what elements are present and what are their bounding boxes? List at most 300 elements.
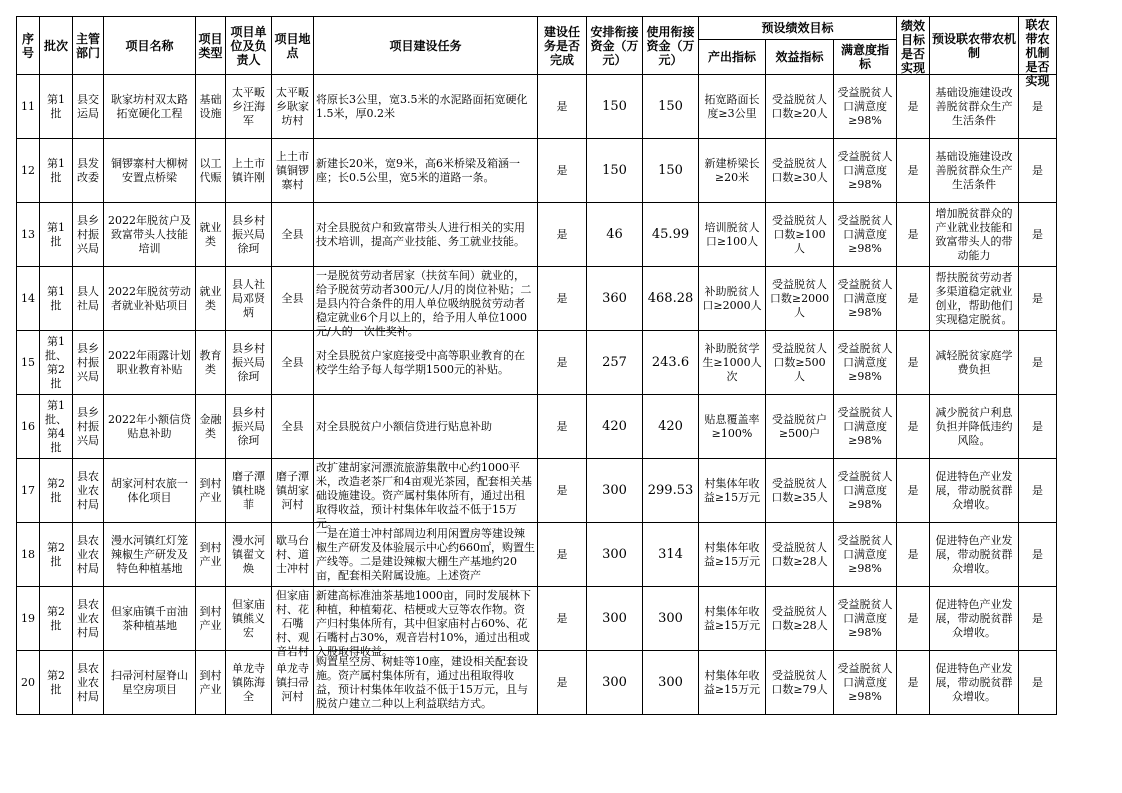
cell-type-text: 基础设施: [199, 92, 222, 120]
cell-seq: [17, 331, 40, 395]
cell-place: [272, 587, 314, 658]
cell-seq-text: 18: [21, 547, 35, 561]
cell-type: [196, 395, 226, 459]
cell-achieved: [897, 267, 930, 331]
cell-unit: [226, 395, 272, 459]
cell-achieved: [897, 139, 930, 203]
cell-place: [272, 267, 314, 331]
cell-benefit: [766, 139, 834, 203]
cell-used-text: 299.53: [647, 482, 694, 498]
table-body: [17, 75, 1057, 715]
cell-place-text: 但家庙村、花石嘴村、观音岩村: [276, 588, 309, 658]
cell-type-text: 教育类: [199, 348, 222, 376]
cell-place: [272, 139, 314, 203]
cell-mechanism-text: 促进特色产业发展，带动脱贫群众增收。: [935, 661, 1013, 703]
cell-mechanism-text: 基础设施建设改善脱贫群众生产生活条件: [935, 149, 1013, 191]
cell-dept-text: 县乡村振兴局: [77, 213, 99, 255]
cell-satisfaction-text: 受益脱贫人口满意度≥98%: [837, 85, 893, 127]
cell-benefit: [766, 331, 834, 395]
cell-achieved-text: 是: [907, 227, 919, 241]
cell-name-text: 铜锣寨村大柳树安置点桥梁: [111, 156, 188, 184]
cell-arranged-text: 46: [606, 226, 623, 242]
table-row: [17, 267, 1057, 331]
cell-mechanism-done: [1019, 587, 1057, 651]
cell-benefit-text: 受益脱贫人口数≥28人: [771, 540, 828, 568]
cell-satisfaction: [834, 267, 897, 331]
cell-place: [272, 651, 314, 715]
cell-dept: [73, 139, 104, 203]
cell-output-text: 村集体年收益≥15万元: [703, 540, 761, 568]
cell-type: [196, 203, 226, 267]
cell-name: [104, 139, 196, 203]
cell-arranged: [587, 587, 643, 651]
cell-unit-text: 单龙寺镇陈海全: [232, 661, 265, 703]
cell-type-text: 金融类: [199, 412, 222, 440]
cell-task: [314, 459, 538, 530]
cell-mechanism-text: 帮扶脱贫劳动者多渠道稳定就业创业，帮助他们实现稳定脱贫。: [935, 270, 1013, 326]
cell-unit-text: 县乡村振兴局徐珂: [232, 213, 265, 255]
cell-arranged: [587, 395, 643, 459]
cell-seq-text: 15: [21, 355, 35, 369]
cell-seq: [17, 267, 40, 331]
cell-output: [699, 331, 766, 395]
cell-seq: [17, 75, 40, 139]
cell-satisfaction: [834, 395, 897, 459]
cell-name: [104, 651, 196, 715]
cell-task: [314, 587, 538, 658]
cell-output: [699, 75, 766, 139]
cell-output: [699, 587, 766, 651]
cell-used-text: 420: [658, 418, 683, 434]
cell-benefit: [766, 75, 834, 139]
cell-type-text: 以工代赈: [199, 156, 222, 184]
cell-mechanism: [930, 459, 1019, 523]
cell-batch: [40, 459, 73, 523]
cell-used-text: 150: [658, 162, 683, 178]
cell-used-text: 314: [658, 546, 683, 562]
cell-type: [196, 331, 226, 395]
cell-mechanism-done-text: 是: [1032, 227, 1043, 241]
cell-dept: [73, 395, 104, 459]
cell-task: [314, 203, 538, 267]
cell-benefit-text: 受益脱贫人口数≥2000人: [769, 277, 830, 319]
cell-satisfaction-text: 受益脱贫人口满意度≥98%: [837, 405, 893, 447]
cell-seq-text: 16: [21, 419, 35, 433]
header-name: 项目名称: [104, 17, 196, 75]
cell-arranged: [587, 203, 643, 267]
cell-output: [699, 459, 766, 523]
cell-used-text: 300: [658, 610, 683, 626]
cell-dept: [73, 459, 104, 523]
header-done: 建设任务是否完成: [538, 17, 587, 75]
cell-unit: [226, 331, 272, 395]
cell-benefit: [766, 587, 834, 651]
cell-benefit: [766, 523, 834, 587]
cell-done-text: 是: [556, 611, 568, 625]
header-perf-group: 预设绩效目标: [699, 17, 897, 40]
cell-seq: [17, 587, 40, 651]
cell-batch-text: 第1批、第4批: [45, 398, 67, 454]
cell-satisfaction: [834, 587, 897, 651]
cell-done: [538, 267, 587, 331]
cell-dept: [73, 75, 104, 139]
cell-mechanism-done: [1019, 139, 1057, 203]
cell-done: [538, 523, 587, 587]
cell-output-text: 拓宽路面长度≥3公里: [704, 92, 760, 120]
cell-done-text: 是: [556, 355, 568, 369]
cell-used-text: 243.6: [651, 354, 690, 370]
header-dept: 主管部门: [73, 17, 104, 75]
cell-seq-text: 12: [21, 163, 35, 177]
cell-unit: [226, 523, 272, 587]
cell-batch-text: 第2批: [47, 604, 65, 632]
cell-mechanism-done-text: 是: [1032, 163, 1043, 177]
header-mechanism-done: 联农带农机制是否实现: [1019, 17, 1057, 75]
header-row-1: [17, 17, 1057, 40]
cell-output-text: 补助脱贫学生≥1000人次: [702, 341, 762, 383]
cell-name: [104, 459, 196, 523]
cell-arranged-text: 300: [602, 482, 627, 498]
cell-unit: [226, 203, 272, 267]
cell-type: [196, 139, 226, 203]
header-satisfaction: 满意度指标: [834, 40, 897, 75]
header-task: 项目建设任务: [314, 17, 538, 75]
cell-seq-text: 20: [21, 675, 35, 689]
cell-arranged-text: 300: [602, 610, 627, 626]
cell-used-text: 150: [658, 98, 683, 114]
cell-task-text: 一是在道士冲村部周边利用闲置房等建设辣椒生产研发及体验展示中心约660㎡，购置生产线等。二是建设辣椒大棚生产基地约20亩，配套相关附属设施。上述资产: [316, 526, 535, 582]
cell-arranged-text: 420: [602, 418, 627, 434]
header-mechanism: 预设联农带农机制: [930, 17, 1019, 75]
cell-done: [538, 587, 587, 651]
cell-achieved-text: 是: [907, 163, 919, 177]
cell-dept-text: 县发改委: [77, 156, 99, 184]
cell-name-text: 2022年雨露计划职业教育补贴: [108, 348, 191, 376]
cell-done: [538, 75, 587, 139]
cell-achieved-text: 是: [907, 675, 919, 689]
cell-arranged: [587, 523, 643, 587]
cell-seq-text: 17: [21, 483, 35, 497]
cell-batch-text: 第2批: [47, 668, 65, 696]
cell-task-text: 新建长20米，宽9米，高6米桥梁及箱涵一座；长0.5公里，宽5米的道路一条。: [316, 156, 520, 184]
cell-seq: [17, 459, 40, 523]
cell-done-text: 是: [556, 483, 568, 497]
cell-place: [272, 523, 314, 587]
cell-mechanism: [930, 587, 1019, 651]
cell-name-text: 2022年脱贫户及致富带头人技能培训: [108, 213, 191, 255]
cell-task-text: 一是脱贫劳动者居家（扶贫车间）就业的，给予脱贫劳动者300元/人/月的岗位补贴；二是县内符合条件的用人单位吸纳脱贫劳动者稳定就业6个月以上的，给予用人单位1000元/人的一次性奖补。: [316, 268, 532, 338]
cell-satisfaction: [834, 459, 897, 523]
cell-arranged: [587, 139, 643, 203]
cell-done-text: 是: [556, 163, 568, 177]
cell-mechanism: [930, 267, 1019, 331]
cell-seq-text: 13: [21, 227, 35, 241]
cell-done-text: 是: [556, 419, 568, 433]
cell-output-text: 村集体年收益≥15万元: [703, 668, 761, 696]
cell-dept: [73, 203, 104, 267]
cell-achieved: [897, 651, 930, 715]
cell-output-text: 村集体年收益≥15万元: [703, 604, 761, 632]
cell-arranged: [587, 459, 643, 523]
cell-mechanism-done: [1019, 459, 1057, 523]
cell-unit-text: 但家庙镇熊义宏: [232, 597, 265, 639]
cell-mechanism-done-text: 是: [1032, 483, 1043, 497]
cell-unit: [226, 587, 272, 651]
cell-benefit: [766, 395, 834, 459]
cell-satisfaction: [834, 651, 897, 715]
cell-output: [699, 651, 766, 715]
cell-arranged-text: 150: [602, 98, 627, 114]
cell-mechanism-done: [1019, 651, 1057, 715]
cell-place: [272, 459, 314, 523]
cell-benefit: [766, 651, 834, 715]
cell-mechanism-done: [1019, 267, 1057, 331]
project-table: [16, 16, 1057, 715]
cell-seq: [17, 139, 40, 203]
cell-name-text: 2022年脱贫劳动者就业补贴项目: [108, 284, 191, 312]
cell-unit-text: 县人社局邓贤炳: [232, 277, 265, 319]
cell-task: [314, 75, 538, 139]
cell-done-text: 是: [556, 99, 568, 113]
cell-output: [699, 523, 766, 587]
header-benefit: 效益指标: [766, 40, 834, 75]
table-row: [17, 203, 1057, 267]
cell-mechanism-text: 促进特色产业发展，带动脱贫群众增收。: [935, 533, 1013, 575]
cell-batch-text: 第1批、第2批: [45, 334, 67, 390]
cell-achieved: [897, 75, 930, 139]
cell-done: [538, 139, 587, 203]
cell-mechanism: [930, 203, 1019, 267]
cell-mechanism: [930, 651, 1019, 715]
cell-dept-text: 县人社局: [77, 284, 99, 312]
cell-benefit-text: 受益脱贫人口数≥20人: [771, 92, 828, 120]
cell-benefit-text: 受益脱贫人口数≥35人: [771, 476, 828, 504]
cell-satisfaction: [834, 523, 897, 587]
cell-unit: [226, 651, 272, 715]
cell-place: [272, 75, 314, 139]
cell-batch-text: 第1批: [47, 156, 65, 184]
cell-task: [314, 651, 538, 715]
cell-used-text: 300: [658, 674, 683, 690]
cell-done: [538, 203, 587, 267]
cell-satisfaction-text: 受益脱贫人口满意度≥98%: [837, 533, 893, 575]
cell-name-text: 2022年小额信贷贴息补助: [108, 412, 191, 440]
cell-batch: [40, 523, 73, 587]
cell-mechanism-done-text: 是: [1032, 547, 1043, 561]
cell-dept-text: 县农业农村局: [77, 533, 99, 575]
cell-name-text: 漫水河镇红灯笼辣椒生产研发及特色种植基地: [111, 533, 188, 575]
cell-batch: [40, 139, 73, 203]
table-row: [17, 331, 1057, 395]
cell-done: [538, 651, 587, 715]
cell-satisfaction-text: 受益脱贫人口满意度≥98%: [837, 597, 893, 639]
cell-benefit-text: 受益脱贫人口数≥28人: [771, 604, 828, 632]
cell-type-text: 就业类: [199, 284, 222, 312]
cell-batch-text: 第1批: [47, 92, 65, 120]
cell-type: [196, 459, 226, 523]
cell-place-text: 全县: [281, 355, 304, 369]
cell-type-text: 到村产业: [199, 540, 222, 568]
cell-arranged: [587, 75, 643, 139]
cell-dept-text: 县乡村振兴局: [77, 405, 99, 447]
cell-output: [699, 203, 766, 267]
cell-seq-text: 11: [21, 99, 35, 113]
cell-name: [104, 267, 196, 331]
cell-name: [104, 331, 196, 395]
table-row: [17, 523, 1057, 587]
cell-done-text: 是: [556, 291, 568, 305]
cell-batch: [40, 331, 73, 395]
cell-output: [699, 267, 766, 331]
cell-unit: [226, 267, 272, 331]
cell-mechanism: [930, 75, 1019, 139]
cell-name-text: 耿家坊村双太路拓宽硬化工程: [111, 92, 188, 120]
cell-task-text: 对全县脱贫户家庭接受中高等职业教育的在校学生给予每人每学期1500元的补贴。: [316, 348, 525, 376]
cell-unit-text: 县乡村振兴局徐珂: [232, 341, 265, 383]
cell-task: [314, 267, 538, 338]
cell-dept-text: 县交运局: [77, 92, 99, 120]
cell-used: [643, 523, 699, 587]
header-used: 使用衔接资金（万元）: [643, 17, 699, 75]
cell-dept-text: 县乡村振兴局: [77, 341, 99, 383]
cell-dept-text: 县农业农村局: [77, 597, 99, 639]
cell-used: [643, 459, 699, 523]
cell-satisfaction: [834, 75, 897, 139]
cell-seq: [17, 523, 40, 587]
cell-task-text: 对全县脱贫户小额信贷进行贴息补助: [316, 419, 492, 433]
cell-satisfaction-text: 受益脱贫人口满意度≥98%: [837, 277, 893, 319]
cell-task-text: 新建高标准油茶基地1000亩，同时发展林下种植，种植菊花、桔梗或大豆等农作物。资产归村集体所有，其中但家庙村占60%、花石嘴村占30%，观音岩村10%，通过出租或入股取得收益。: [316, 588, 531, 658]
cell-seq: [17, 651, 40, 715]
cell-place: [272, 395, 314, 459]
header-batch: 批次: [40, 17, 73, 75]
cell-batch: [40, 75, 73, 139]
cell-achieved-text: 是: [907, 419, 919, 433]
cell-used-text: 45.99: [651, 226, 690, 242]
cell-type-text: 到村产业: [199, 476, 222, 504]
cell-achieved-text: 是: [907, 291, 919, 305]
cell-type: [196, 523, 226, 587]
cell-mechanism: [930, 139, 1019, 203]
cell-batch: [40, 395, 73, 459]
cell-satisfaction: [834, 331, 897, 395]
cell-mechanism-done-text: 是: [1032, 675, 1043, 689]
cell-place-text: 全县: [281, 419, 304, 433]
cell-name-text: 胡家河村农旅一体化项目: [111, 476, 188, 504]
cell-arranged: [587, 267, 643, 331]
cell-benefit: [766, 203, 834, 267]
cell-achieved-text: 是: [907, 547, 919, 561]
cell-batch: [40, 651, 73, 715]
cell-arranged-text: 300: [602, 674, 627, 690]
cell-seq-text: 14: [21, 291, 35, 305]
cell-dept: [73, 651, 104, 715]
cell-mechanism-text: 促进特色产业发展，带动脱贫群众增收。: [935, 597, 1013, 639]
cell-mechanism-text: 促进特色产业发展，带动脱贫群众增收。: [935, 469, 1013, 511]
cell-achieved-text: 是: [907, 355, 919, 369]
cell-achieved-text: 是: [907, 611, 919, 625]
cell-benefit-text: 受益脱贫人口数≥100人: [772, 213, 827, 255]
cell-output-text: 贴息覆盖率≥100%: [704, 412, 760, 440]
cell-output-text: 培训脱贫人口≥100人: [704, 220, 760, 248]
cell-satisfaction: [834, 203, 897, 267]
cell-mechanism-text: 基础设施建设改善脱贫群众生产生活条件: [935, 85, 1013, 127]
cell-satisfaction-text: 受益脱贫人口满意度≥98%: [837, 149, 893, 191]
cell-output: [699, 395, 766, 459]
cell-mechanism-done-text: 是: [1032, 99, 1043, 113]
cell-output-text: 新建桥梁长≥20米: [704, 156, 760, 184]
cell-achieved-text: 是: [907, 99, 919, 113]
cell-satisfaction: [834, 139, 897, 203]
cell-type-text: 到村产业: [199, 604, 222, 632]
cell-achieved: [897, 523, 930, 587]
cell-batch: [40, 203, 73, 267]
cell-unit-text: 漫水河镇翟文焕: [232, 533, 265, 575]
cell-mechanism: [930, 395, 1019, 459]
cell-type: [196, 651, 226, 715]
table-row: [17, 587, 1057, 651]
cell-achieved: [897, 587, 930, 651]
cell-arranged-text: 300: [602, 546, 627, 562]
cell-mechanism-text: 减轻脱贫家庭学费负担: [935, 348, 1013, 376]
cell-arranged: [587, 331, 643, 395]
cell-place-text: 单龙寺镇扫帚河村: [276, 661, 309, 703]
cell-used: [643, 331, 699, 395]
cell-achieved: [897, 395, 930, 459]
cell-dept-text: 县农业农村局: [77, 661, 99, 703]
cell-mechanism: [930, 523, 1019, 587]
cell-dept: [73, 523, 104, 587]
header-type: 项目类型: [196, 17, 226, 75]
cell-achieved-text: 是: [907, 483, 919, 497]
header-arranged: 安排衔接资金（万元）: [587, 17, 643, 75]
cell-name-text: 但家庙镇千亩油茶种植基地: [111, 604, 188, 632]
cell-task-text: 将原长3公里，宽3.5米的水泥路面拓宽硬化1.5米，厚0.2米: [316, 92, 528, 120]
cell-batch-text: 第2批: [47, 540, 65, 568]
cell-done-text: 是: [556, 227, 568, 241]
header-place: 项目地点: [272, 17, 314, 75]
cell-mechanism-done: [1019, 331, 1057, 395]
cell-unit: [226, 459, 272, 523]
cell-used: [643, 651, 699, 715]
cell-name-text: 扫帚河村屋脊山星空房项目: [111, 668, 188, 696]
table-row: [17, 651, 1057, 715]
cell-batch-text: 第1批: [47, 284, 65, 312]
cell-used: [643, 75, 699, 139]
header-unit: 项目单位及负责人: [226, 17, 272, 75]
cell-unit: [226, 139, 272, 203]
cell-dept: [73, 587, 104, 651]
cell-type: [196, 267, 226, 331]
cell-done-text: 是: [556, 547, 568, 561]
table-row: [17, 75, 1057, 139]
cell-benefit-text: 受益脱贫人口数≥79人: [771, 668, 828, 696]
cell-done: [538, 459, 587, 523]
cell-arranged-text: 257: [602, 354, 627, 370]
cell-dept-text: 县农业农村局: [77, 469, 99, 511]
cell-seq: [17, 203, 40, 267]
table-row: [17, 395, 1057, 459]
cell-unit-text: 磨子潭镇杜晓菲: [232, 469, 265, 511]
cell-place-text: 全县: [281, 291, 304, 305]
header-output: 产出指标: [699, 40, 766, 75]
cell-arranged-text: 150: [602, 162, 627, 178]
cell-batch: [40, 587, 73, 651]
cell-task: [314, 523, 538, 587]
cell-done: [538, 395, 587, 459]
cell-used: [643, 587, 699, 651]
cell-mechanism-done-text: 是: [1032, 419, 1043, 433]
